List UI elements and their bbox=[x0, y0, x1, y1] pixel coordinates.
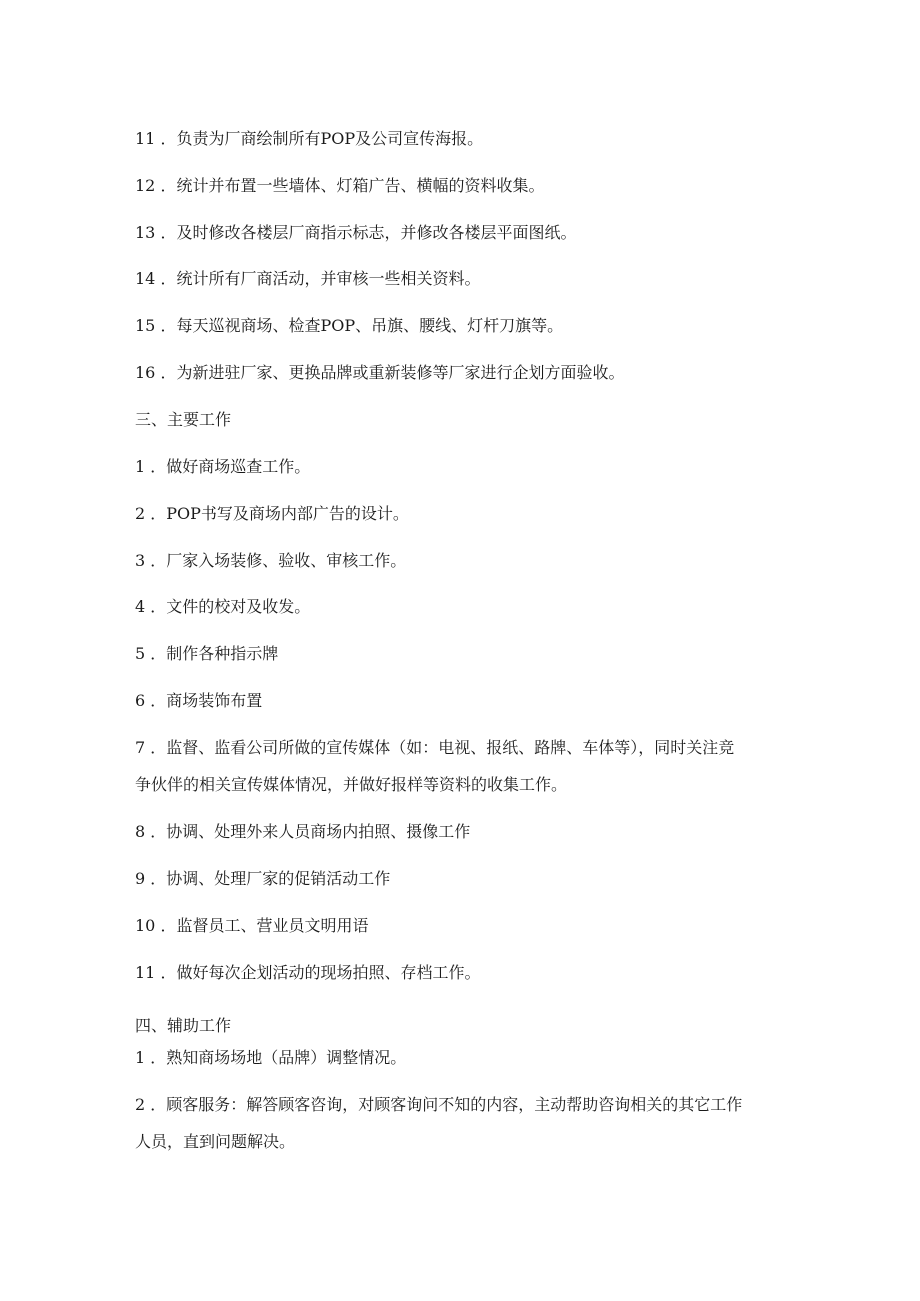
list-item: 8 ．协调、处理外来人员商场内拍照、摄像工作 bbox=[135, 822, 471, 841]
list-item: 10 ．监督员工、营业员文明用语 bbox=[135, 916, 369, 935]
section-heading: 三、主要工作 bbox=[135, 410, 232, 429]
list-item: 3 ．厂家入场装修、验收、审核工作。 bbox=[135, 551, 407, 570]
list-item: 13 ．及时修改各楼层厂商指示标志，并修改各楼层平面图纸。 bbox=[135, 223, 577, 242]
list-item: 11 ．做好每次企划活动的现场拍照、存档工作。 bbox=[135, 963, 481, 982]
list-item-continuation: 人员，直到问题解决。 bbox=[135, 1132, 296, 1151]
list-item: 1 ．熟知商场场地（品牌）调整情况。 bbox=[135, 1048, 407, 1067]
list-item: 9 ．协调、处理厂家的促销活动工作 bbox=[135, 869, 391, 888]
list-item: 4 ．文件的校对及收发。 bbox=[135, 597, 311, 616]
list-item: 2 ．顾客服务：解答顾客咨询，对顾客询问不知的内容，主动帮助咨询相关的其它工作 bbox=[135, 1095, 743, 1114]
list-item: 16 ．为新进驻厂家、更换品牌或重新装修等厂家进行企划方面验收。 bbox=[135, 363, 625, 382]
list-item-continuation: 争伙伴的相关宣传媒体情况，并做好报样等资料的收集工作。 bbox=[135, 775, 568, 794]
list-item: 15 ．每天巡视商场、检查POP、吊旗、腰线、灯杆刀旗等。 bbox=[135, 316, 564, 335]
list-item: 6 ．商场装饰布置 bbox=[135, 691, 263, 710]
list-item: 5 ．制作各种指示牌 bbox=[135, 644, 279, 663]
list-item: 12 ．统计并布置一些墙体、灯箱广告、横幅的资料收集。 bbox=[135, 176, 545, 195]
list-item: 11 ．负责为厂商绘制所有POP及公司宣传海报。 bbox=[135, 129, 484, 148]
list-item: 14 ．统计所有厂商活动，并审核一些相关资料。 bbox=[135, 269, 481, 288]
section-heading: 四、辅助工作 bbox=[135, 1016, 232, 1035]
list-item: 2 ．POP书写及商场内部广告的设计。 bbox=[135, 504, 409, 523]
list-item: 1 ．做好商场巡查工作。 bbox=[135, 457, 311, 476]
list-item: 7 ．监督、监看公司所做的宣传媒体（如：电视、报纸、路牌、车体等），同时关注竞 bbox=[135, 738, 735, 757]
